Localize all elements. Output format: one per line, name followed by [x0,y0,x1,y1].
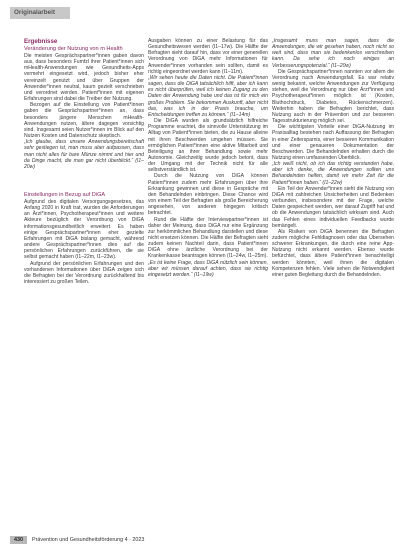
journal-citation: Prävention und Gesundheitsförderung 4 · 2023 [32,537,145,543]
paragraph: Durch die Nutzung von DiGA können Patient*innen zudem mehr Erfahrungen über ihre Erkrankung gewinnen und diese in Gespräche mit den Behandelnden einbringen. Diese Chance wird von einem Teil der Befragten als große Bereicherung angesehen, von anderen hingegen kritisch betrachtet. [148,173,268,217]
paragraph: Aufgrund des digitalen Versorgungsgesetzes, das Anfang 2020 in Kraft trat, wurden die Anforderungen an Ärzt*innen, Psychotherapeut*innen und weitere Akteure bezüglich der Verordnung von DiGA informationsgesundheitlich erweitert. Es haben einige Gesprächspartner*innen eher gezielte Erfahrungen mit DiGA bislang gemacht, während andere Gesprächspartner*innen dies auf die persönlichen Erfahrungen zurückführen, die sie selbst gemacht haben (I1–22m, I1–23w). [24,198,144,261]
paragraph: Ein Teil der Anwender*innen sieht die Nutzung von DiGA mit zahlreichen Unsicherheiten und Bedenken verbunden, insbesondere mit der Frage, welche Daten gespeichert werden, wer darauf Zugriff hat und ob die Anwendungen tatsächlich wirksam sind. Auch das Fehlen eines individuellen Feedbacks wurde bemängelt. [272,185,394,229]
interview-quote: „Ich glaube, dass unsere Anwendungsbereitschaft sehr gestiegen ist, man muss aber aufpassen, dass man nicht alles für bare Münze nimmt und hier und da Dinge macht, die man gar nicht überblickt.“ (I1–20w) [24,139,144,170]
paragraph: Die meisten Gesprächspartner*innen gaben davon aus, dass besonders Fumfzl ihrer Patient*innen sich mHealth-Anwendungen wie Gesundheits-Apps vermehrt eingesetzt wird, jedoch bisher eher vereinzelt genutzt und über Gruppen der Anwender*innen neutral, kaum gezielt verschrieben und verordnet werden. Patient*innen mit eigenen Erfahrungen sind dabei die Treiber der Nutzung. [24,53,144,103]
column-3 [272,38,394,278]
paragraph: Rund die Hälfte der Interviewpartner*innen ist daher der Meinung, dass DiGA nur eine Ergänzung zur herkömmlichen Behandlung darstellen und diese nicht ersetzen können. Die Hälfte der Befragten sieht zudem keinen Nachteil darin, dass Patient*innen DiGA ohne ärztliche Verordnung bei der Krankenkasse beantragen können (I1–24w, I1–25m). [148,216,268,260]
interview-quote: „Insgesamt muss man sagen, dass die Anwendungen, die wir gesehen haben, noch nicht so weit sind, dass man sie bedenkenlos verschreiben kann. Da sehe ich noch einiges an Verbesserungspotenzial.“ (I1–20w) [272,38,394,69]
paragraph: Die wichtigsten Vorteile einer DiGA-Nutzung im Praxisalltag bestehen nach Auffassung der Befragten in einer Zeitersparnis, einer besseren Kommunikation und einer genaueren Dokumentation der Beschwerden. Die Behandelnden erhalten durch die Nutzung einen umfassenden Überblick. [272,124,394,161]
paragraph: Ausgaben können zu einer Belastung für das Gesundheitswesen werden (I1–17w). Die Hälfte der Befragten sieht darauf hin, dass vor einer generellen Verordnung von DiGA mehr Informationen für Anwender*innen vorhanden sein sollten, damit es richtig eingeordnet werden kann (I1–11m). [148,38,268,75]
article-type-tag: Originalarbeit [10,7,70,19]
page-footer [10,536,144,544]
interview-quote: „Ich weiß nicht, ob ich das richtig verstanden habe, aber ich denke, die Anwendungen sollten uns Behandelnden helfen, damit wir mehr Zeit für die Patient*innen haben.“ (I1–22w) [272,161,394,186]
interview-quote: „Wir sehen heute die Daten nicht. Die Patient*innen sagen, dass die DiGA tatsächlich hilft, aber ich kann es nicht überprüfen, weil ich keinen Zugang zu den Daten der Anwendung habe und das ist für mich ein großes Problem. Sie bekommen Auskunft, aber nicht das, was ich in der Praxis brauche, um Entscheidungen treffen zu können.“ (I1–14m) [148,74,268,118]
paragraph: Bezogen auf die Einstellung von Patient*innen gaben die Gesprächspartner*innen an, dass besonders jüngere Menschen mHealth-Anwendungen nutzen, ältere dagegen vorsichtig sind. Insgesamt seien Nutzer*innen im Blick auf den Nutzen Kosten und Datenschutz skeptisch. [24,102,144,140]
column-2 [148,38,268,278]
paragraph: Die Gesprächspartner*innen nannten vor allem die Verordnung nach Anwendungsfall. Es war relativ wenig bekannt, welche Anwendungen zur Verfügung stehen, weil die Verordnung nur über Ärzt*innen und Psychotherapeut*innen möglich ist (Kosten, Bluthochdruck, Diabetes, Rückenschmerzen). Weiterhin haben die Befragten berichtet, dass Nutzung auch in der Prävention und zur besseren Tagesstrukturierung möglich sei. [272,68,394,125]
column-1 [24,38,144,285]
subsection-heading: Einstellungen in Bezug auf DiGA [24,191,106,198]
section-heading: Ergebnisse [24,38,58,45]
paragraph: Als Risiken von DiGA benennen die Befragten zudem mögliche Fehldiagnosen oder das Übersehen schwerer Erkrankungen, die durch eine reine App-Nutzung nicht erkannt werden. Ebenso wurde befürchtet, dass ältere Patient*innen benachteiligt werden könnten, weil ihnen die digitalen Kompetenzen fehlen. Viele sehen die Notwendigkeit einer guten Begleitung durch die Behandelnden. [272,228,394,278]
page-number: 430 [10,536,27,544]
paragraph: Aufgrund der persönlichen Erfahrungen und den vorhandenen Informationen über DiGA zeigen sich die Befragten bei der Verordnung zurückhaltend bis interessiert zu großen Teilen. [24,260,144,285]
interview-quote: „Es ist keine Frage, dass DiGA nützlich sein können, aber wir müssen darauf achten, dass sie richtig eingesetzt werden.“ (I1–19w) [148,259,268,278]
paragraph: Die DiGA wurden als grundsätzlich hilfreiche Programme erachtet, die sinnvolle Unterstützung im Alltag von Patient*innen bieten, die zu Hause alleine mit ihren Beschwerden umgehen müssen. Sie ermöglichen Patient*innen eine aktive Mitarbeit und Beteiligung an ihrer Behandlung sowie mehr Autonomie. Gleichzeitig wurde jedoch betont, dass der Umgang mit der Technik nicht für alle selbstverständlich ist. [148,118,268,174]
subsection-heading: Veränderung der Nutzung von m Health [24,46,123,52]
